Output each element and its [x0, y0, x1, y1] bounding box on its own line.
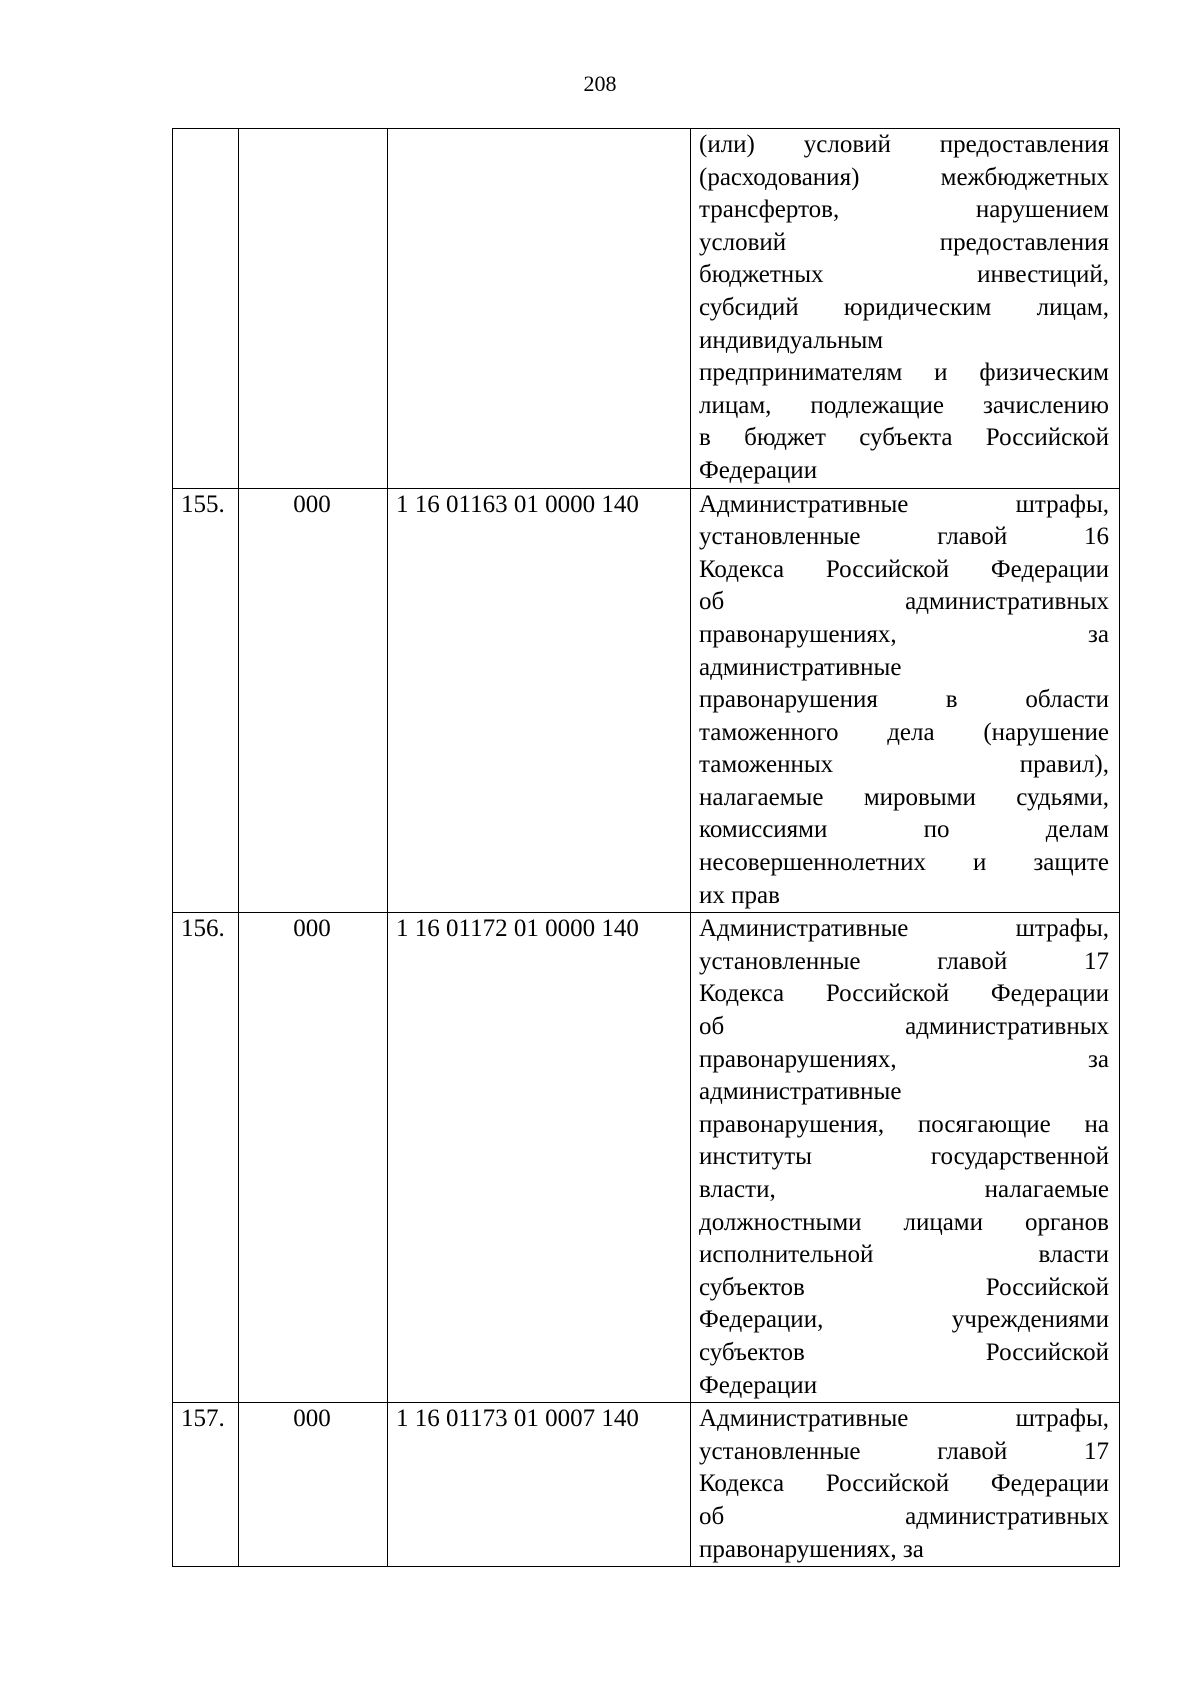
- description-line: их прав: [699, 881, 780, 909]
- description-line: Федерации: [699, 1371, 818, 1399]
- budget-codes-table: [172, 128, 1120, 1567]
- description-line: лицам, подлежащие зачислению: [699, 391, 1109, 419]
- description-line: условий предоставления: [699, 228, 1109, 256]
- budget-code-cell: [388, 129, 691, 489]
- table-row: [173, 913, 1120, 1403]
- description-line: об административных: [699, 588, 1109, 616]
- description-line: налагаемые мировыми судьями,: [699, 783, 1109, 811]
- description-line: субъектов Российской: [699, 1273, 1109, 1301]
- description-line: бюджетных инвестиций,: [699, 261, 1109, 289]
- description-cell: [691, 913, 1120, 1403]
- row-number-cell: 157.: [173, 1403, 239, 1567]
- admin-code-cell: 000: [239, 488, 388, 913]
- description-line: Федерации, учреждениями: [699, 1306, 1109, 1334]
- admin-code-cell: 000: [239, 913, 388, 1403]
- description-cell: [691, 129, 1120, 489]
- description-line: Кодекса Российской Федерации: [699, 1470, 1109, 1498]
- description-line: установленные главой 17: [699, 1437, 1109, 1465]
- table-row: [173, 488, 1120, 913]
- description-line: административные: [699, 1078, 902, 1106]
- description-line: установленные главой 16: [699, 523, 1109, 551]
- description-line: таможенного дела (нарушение: [699, 718, 1109, 746]
- description-cell: [691, 1403, 1120, 1567]
- admin-code-cell: [239, 129, 388, 489]
- description-line: правонарушения, посягающие на: [699, 1110, 1109, 1138]
- description-line: правонарушениях, за: [699, 620, 1109, 648]
- description-line: Административные штрафы,: [699, 490, 1109, 518]
- budget-code-cell: 1 16 01163 01 0000 140: [388, 488, 691, 913]
- description-line: власти, налагаемые: [699, 1176, 1109, 1203]
- description-line: правонарушениях, за: [699, 1535, 924, 1563]
- description-cell: [691, 488, 1120, 913]
- description-line: в бюджет субъекта Российской: [699, 424, 1109, 452]
- description-line: об административных: [699, 1502, 1109, 1530]
- description-line: (расходования) межбюджетных: [699, 163, 1109, 191]
- description-line: трансфертов, нарушением: [699, 196, 1109, 224]
- description-line: субъектов Российской: [699, 1338, 1109, 1366]
- row-number-cell: 156.: [173, 913, 239, 1403]
- row-number-cell: [173, 129, 239, 489]
- description-line: индивидуальным: [699, 326, 884, 354]
- description-line: субсидий юридическим лицам,: [699, 293, 1109, 321]
- description-line: установленные главой 17: [699, 947, 1109, 975]
- description-line: несовершеннолетних и защите: [699, 849, 1109, 877]
- description-line: (или) условий предоставления: [699, 131, 1109, 158]
- description-line: должностными лицами органов: [699, 1208, 1109, 1236]
- description-line: правонарушениях, за: [699, 1045, 1109, 1073]
- row-number-cell: 155.: [173, 488, 239, 913]
- description-line: таможенных правил),: [699, 751, 1109, 779]
- budget-code-cell: 1 16 01172 01 0000 140: [388, 913, 691, 1403]
- description-line: институты государственной: [699, 1143, 1109, 1171]
- description-line: исполнительной власти: [699, 1241, 1109, 1269]
- description-line: предпринимателям и физическим: [699, 359, 1109, 387]
- description-line: административные: [699, 653, 902, 681]
- description-line: Кодекса Российской Федерации: [699, 555, 1109, 583]
- description-line: комиссиями по делам: [699, 816, 1109, 844]
- budget-code-cell: 1 16 01173 01 0007 140: [388, 1403, 691, 1567]
- description-line: Административные штрафы,: [699, 1405, 1109, 1433]
- admin-code-cell: 000: [239, 1403, 388, 1567]
- description-line: Кодекса Российской Федерации: [699, 980, 1109, 1008]
- table-row: [173, 1403, 1120, 1567]
- page-number: 208: [583, 71, 617, 96]
- description-line: правонарушения в области: [699, 686, 1109, 714]
- description-line: Административные штрафы,: [699, 915, 1109, 943]
- table-row: [173, 129, 1120, 489]
- description-line: Федерации: [699, 456, 818, 484]
- description-line: об административных: [699, 1013, 1109, 1041]
